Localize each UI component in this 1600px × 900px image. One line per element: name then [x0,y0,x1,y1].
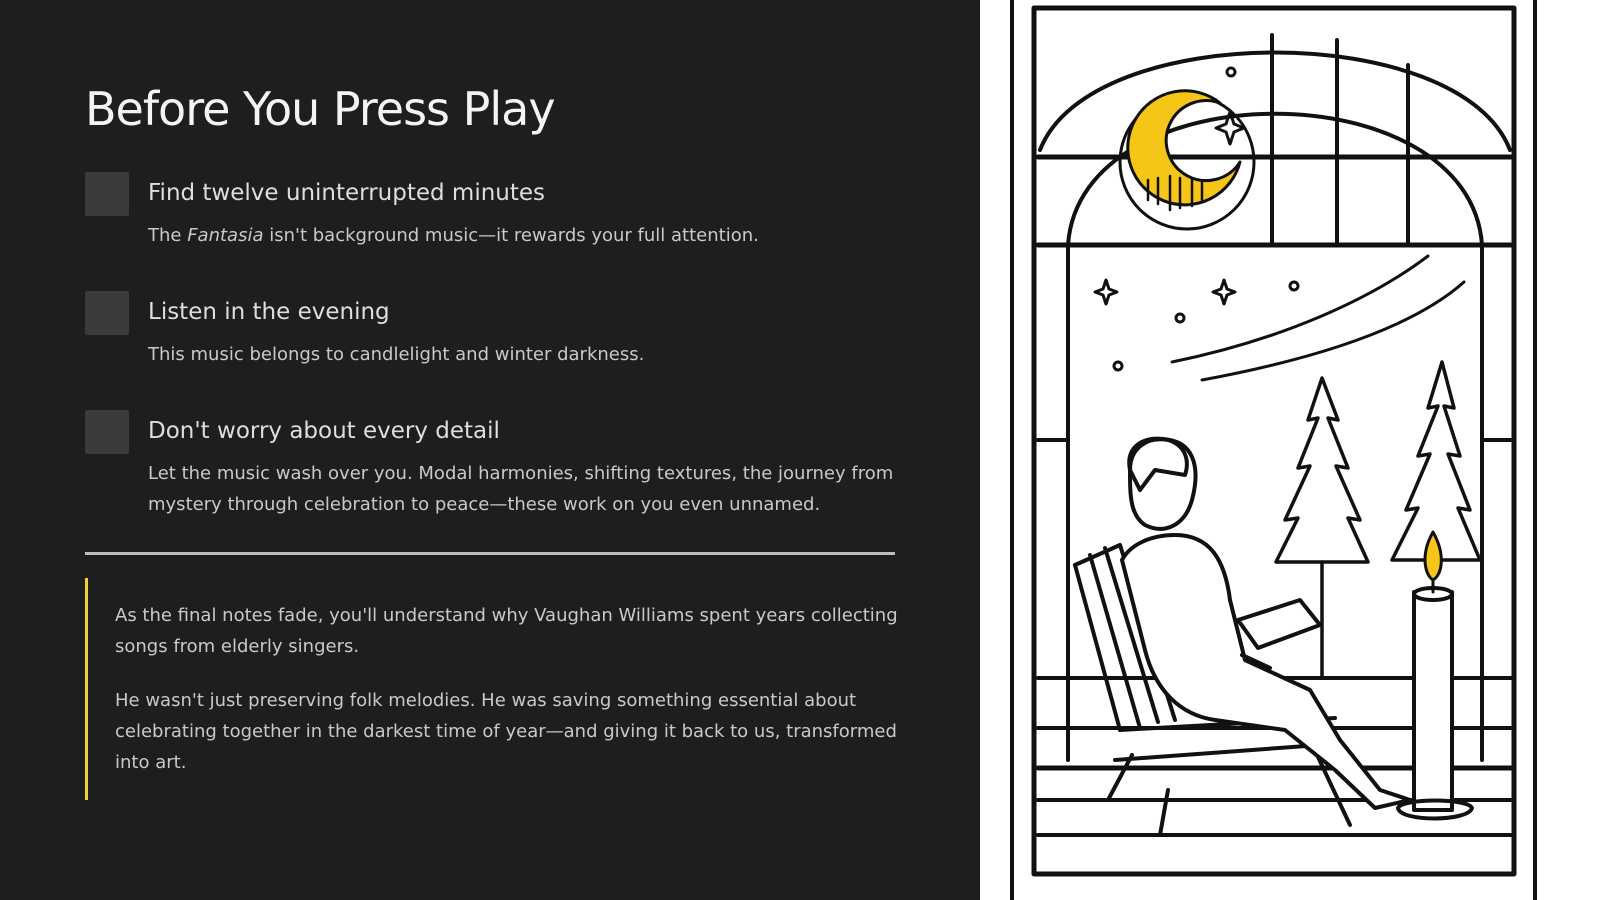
check-desc: Let the music wash over you. Modal harmonies, shifting textures, the journey from mystery through celebration to peace—these work on you even unnamed. [148,463,894,515]
crescent-moon-icon [1120,91,1254,229]
quote-paragraph-1: As the final notes fade, you'll understand why Vaughan Williams spent years collecting songs from elderly singers. [115,605,898,657]
candle-icon [1398,532,1472,819]
desc-text: The [148,225,188,246]
closing-quote [85,578,898,800]
check-title: Find twelve uninterrupted minutes [148,180,546,206]
checkbox-detail[interactable] [85,410,129,454]
check-desc [148,220,903,251]
check-desc: This music belongs to candlelight and winter darkness. [148,344,645,365]
divider [85,552,895,555]
check-title: Listen in the evening [148,299,390,325]
illustration-panel [980,0,1600,900]
wind-streaks [1172,256,1464,380]
desc-emphasis: Fantasia [187,225,264,246]
checkbox-minutes[interactable] [85,172,129,216]
person-reading-icon [1122,439,1410,808]
check-title: Don't worry about every detail [148,418,500,444]
evening-illustration [980,0,1600,900]
desc-text: isn't background music—it rewards your full attention. [263,225,759,246]
quote-paragraph-2: He wasn't just preserving folk melodies. He was saving something essential about celebrating together in the darkest time of year—and giving it back to us, transformed into art. [115,690,897,773]
page-title: Before You Press Play [85,82,555,136]
checkbox-evening[interactable] [85,291,129,335]
